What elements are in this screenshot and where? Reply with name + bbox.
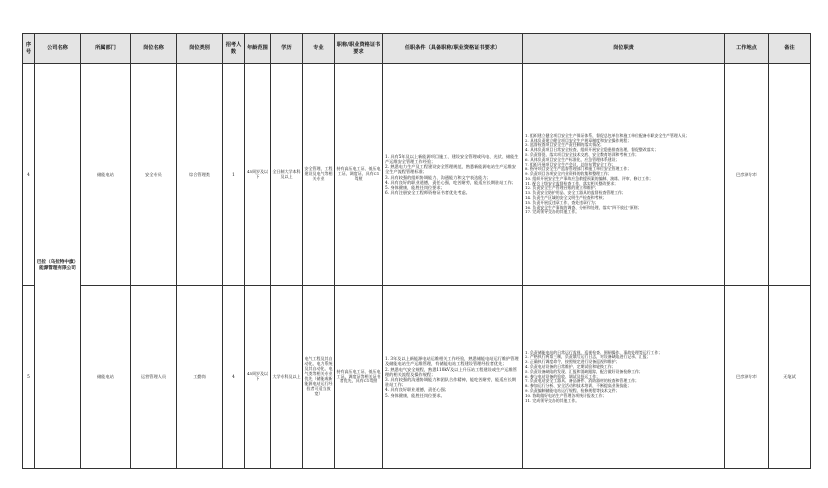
- row-category: 工勤岗: [177, 286, 223, 469]
- condition-item: 2. 熟悉电力生产及工程建设安全管理规范，熟悉新能源电站生产运维安全生产流程管理标准；: [385, 164, 516, 175]
- duty-item: 2. 严格执行两票三制，负责填写运行日志，对设备缺陷进行记录、汇报；: [525, 354, 651, 360]
- row-conditions: [383, 286, 523, 469]
- header-education: 学历: [271, 34, 303, 64]
- duty-item: 5. 负责督促、落实项目安全技术交底、安全教育培训和考核工作；: [525, 151, 639, 157]
- row-department: 储能电站: [81, 286, 131, 469]
- row-position: 安全专员: [131, 64, 177, 286]
- condition-item: 5. 身体健康，能胜任岗位要求；: [385, 184, 445, 190]
- duty-item: 16. 负责安全生产事故的调查、分析和处理，落实“四不放过”原则；: [525, 204, 642, 210]
- row-age: 45周岁及以下: [245, 64, 271, 286]
- duty-item: 6. 参与电站设备的验收、调试及投运工作；: [525, 373, 600, 379]
- header-position: 岗位名称: [131, 34, 177, 64]
- header-department: 所属部门: [81, 34, 131, 64]
- duty-item: 17. 完成领导交办的其他工作。: [525, 209, 580, 215]
- duty-item: 5. 负责设备缺陷的发现、汇报和消缺跟踪，配合做好设备检修工作；: [525, 368, 643, 374]
- row-remarks: 无笔试: [769, 286, 811, 469]
- header-title-cert: 职称/职业资格证书要求: [335, 34, 383, 64]
- row-title-cert: 持有高压电工证、低压电工证、调度证、具有C1驾照: [335, 64, 383, 286]
- duty-item: 13. 负责安全防护用品、安全工器具的监督检查管理工作；: [525, 190, 626, 196]
- row-education: 全日制大学本科及以上: [271, 64, 303, 286]
- table-row: [23, 64, 811, 286]
- company-name: 巴拉（乌拉特中旗）能源管理有限公司: [35, 64, 81, 469]
- duty-item: 3. 正确执行调度命令，按照规定进行设备巡视和维护；: [525, 359, 620, 365]
- row-education: 大学专科及以上: [271, 286, 303, 469]
- row-location: 巴彦淖尔市: [725, 64, 769, 286]
- condition-item: 5. 身体健康，能胜任岗位要求。: [385, 392, 445, 398]
- condition-item: 6. 具有注册安全工程师资格证书者优先考虑。: [385, 190, 470, 196]
- duty-item: 9. 负责项目各项安全内业资料的收集和整理工作；: [525, 171, 612, 177]
- row-major: 安全管理、工程建设及电气等相关专业: [303, 64, 335, 286]
- duty-item: 8. 参加运行分析、安全活动和技术培训，不断提高业务技能；: [525, 383, 632, 389]
- duty-item: 3. 监督检查项目安全生产责任制的落实情况；: [525, 142, 604, 148]
- duty-item: 11. 配合上级安全监督检查工作，落实相关整改要求；: [525, 180, 619, 186]
- header-row: [23, 34, 811, 64]
- duty-item: 7. 组织开展项目安全生产会议，总结布置安全工作；: [525, 161, 616, 167]
- row-headcount: 1: [223, 64, 245, 286]
- row-title-cert: 持有高压电工证、低压电工证、调度证等相关证书者优先，具有C1驾照: [335, 286, 383, 469]
- row-duties: [523, 286, 725, 469]
- duty-item: 4. 具体负责项目日常安全检查，组织开展安全隐患排查治理，督促整改落实；: [525, 147, 659, 153]
- duty-item: 10. 组织开展安全生产事故应急救援预案的编制、演练、评审、修订工作；: [525, 175, 654, 181]
- header-duties: 岗位职责: [523, 34, 725, 64]
- header-major: 专业: [303, 34, 335, 64]
- duty-item: 10. 协助做好电站生产管理各项统计报表工作；: [525, 392, 607, 398]
- row-seq: 4: [23, 64, 35, 286]
- recruitment-table: [22, 33, 811, 469]
- duty-item: 6. 具体负责项目安全生产标准化、应急管理体系建设；: [525, 156, 620, 162]
- table-row: [23, 286, 811, 469]
- header-remarks: 备注: [769, 34, 811, 64]
- duty-item: 7. 负责电站安全工器具、备品备件、消防器材的检查和管理工作；: [525, 378, 639, 384]
- row-department: 储能电站: [81, 64, 131, 286]
- row-location: 巴彦淖尔市: [725, 286, 769, 469]
- duty-item: 9. 负责编制储能电站运行规程、检修规程等技术文件；: [525, 387, 620, 393]
- duty-item: 15. 负责开展反违章工作，查处违章行为；: [525, 199, 599, 205]
- condition-item: 3. 具有较强的沟通协调能力和团队合作精神，能吃苦耐劳，能适应长期驻站工作；: [385, 377, 516, 388]
- header-category: 岗位类别: [177, 34, 223, 64]
- condition-item: 2. 熟悉电气安全规程，熟悉110kV及以上升压站工程建设或生产运维管理的相关流程及操作规程；: [385, 366, 517, 377]
- duty-item: 11. 完成领导交办的其他工作。: [525, 397, 580, 403]
- header-company: 公司名称: [35, 34, 81, 64]
- condition-item: 1. 具有5年及以上新能源项目施工、建设安全管理或风电、光伏、储能生产运维安全管理工作经验；: [385, 153, 519, 164]
- duty-item: 2. 具体负责建立健全项目安全生产规章制度和安全操作规程；: [525, 137, 632, 143]
- condition-item: 4. 具有良好的职业道德，责任心强，吃苦耐劳，能适应长期驻站工作；: [385, 179, 516, 185]
- row-conditions: [383, 64, 523, 286]
- header-age: 年龄范围: [245, 34, 271, 64]
- row-headcount: 4: [223, 286, 245, 469]
- duty-item: 12. 负责安全生产管理台账的建立和维护；: [525, 185, 599, 191]
- recruitment-table-sheet: [22, 33, 810, 469]
- duty-item: 1. 组织建立健全项目安全生产保证体系，督促总包单位和施工单位配备专职安全生产管理人员；: [525, 132, 690, 138]
- row-category: 综合管理类: [177, 64, 223, 286]
- header-location: 工作地点: [725, 34, 769, 64]
- duty-item: 14. 负责生产区域的安全文明生产检查和考核；: [525, 195, 607, 201]
- duty-item: 1. 负责储能电站的日常运行监视、巡视检查、倒闸操作、事故处理等运行工作；: [525, 349, 663, 355]
- row-duties: [523, 64, 725, 286]
- row-position: 运营管理人员: [131, 286, 177, 469]
- duty-item: 8. 指导项目安全生产监督管理部门和施工单位安全管理工作；: [525, 166, 632, 172]
- row-major: 电气工程及其自动化、电力系统及其自动化、电气类等相关专业优先（储能或新能源电站运行经验者可适当放宽）: [303, 286, 335, 469]
- header-headcount: 招考人数: [223, 34, 245, 64]
- header-conditions: 任职条件（具备职称/职业资格证书要求）: [383, 34, 523, 64]
- row-seq: 5: [23, 286, 35, 469]
- condition-item: 1. 3年及以上新能源电站运维相关工作经验，熟悉储能电站运行维护管理及储能电站生产运维管理，有储能电站工程建设管理经验者优先；: [385, 356, 519, 367]
- row-remarks: [769, 64, 811, 286]
- header-seq: 序号: [23, 34, 35, 64]
- condition-item: 3. 具有较强的组织协调能力、沟通能力和文字表达能力；: [385, 174, 491, 180]
- condition-item: 4. 具有良好职业道德，责任心强；: [385, 387, 449, 393]
- row-age: 45周岁及以下: [245, 286, 271, 469]
- duty-item: 4. 负责电站设备的日常维护、定期试验和轮换工作；: [525, 364, 616, 369]
